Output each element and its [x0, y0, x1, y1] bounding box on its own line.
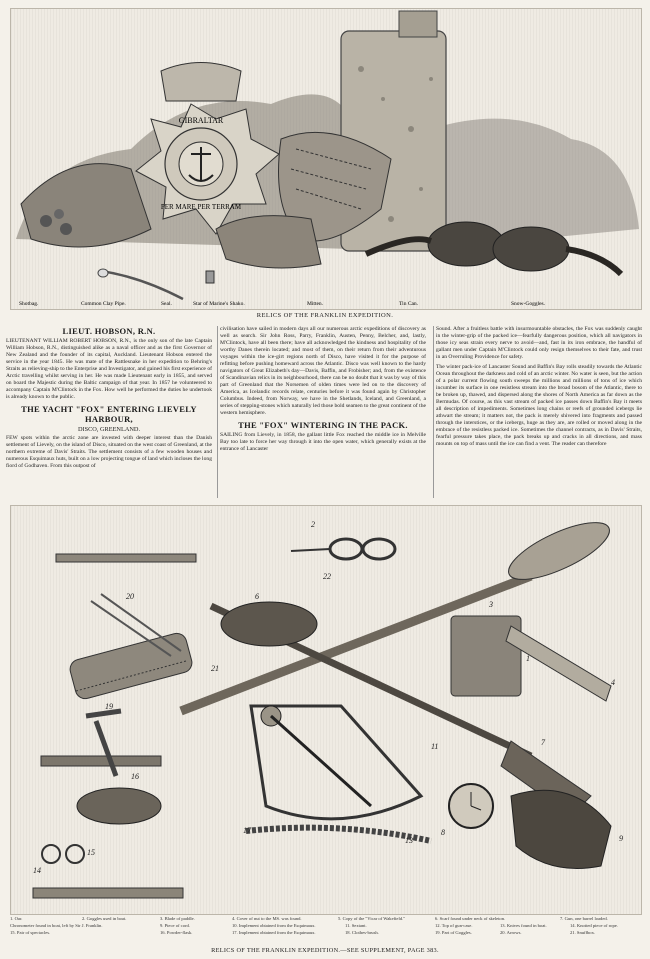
legend-item: 11. Sextant. — [345, 923, 367, 928]
item-number: 13 — [405, 836, 413, 845]
label-tin-can: Tin Can. — [399, 301, 419, 307]
bottom-caption: RELICS OF THE FRANKLIN EXPEDITION.—SEE SUPPLEMENT, PAGE 383. — [211, 947, 439, 954]
badge-motto: PER MARE PER TERRAM — [160, 203, 242, 211]
hobson-heading: LIEUT. HOBSON, R.N. — [62, 326, 156, 336]
legend-item: 4. Cover of nut to the MS. was found. — [232, 916, 302, 921]
column-2 — [220, 326, 426, 498]
item-number: 9 — [619, 834, 623, 843]
legend-item: 7. Gun, one barrel loaded. — [560, 916, 608, 921]
knife — [56, 554, 196, 562]
legend-item: 10. Implement obtained from the Esquimaux. — [232, 923, 316, 928]
legend-item: 16. Powder-flask. — [160, 930, 193, 935]
item-number: 19 — [105, 702, 113, 711]
top-engraving-art — [11, 9, 641, 309]
snuffbox — [41, 756, 161, 766]
relics-legend — [10, 915, 640, 945]
yacht-subheading: DISCO, GREENLAND. — [77, 426, 141, 433]
seal — [206, 271, 214, 283]
legend-item: Chronometer found in boat, left by Sir J. Franklin. — [10, 923, 103, 928]
crown-icon — [161, 63, 241, 102]
item-number: 20 — [126, 592, 134, 601]
label-seal: Seal. — [161, 301, 172, 307]
item-number: 16 — [131, 772, 139, 781]
item-number: 4 — [611, 678, 615, 687]
label-mitten: Mitten. — [307, 301, 324, 307]
yacht-heading: THE YACHT "FOX" ENTERING LIEVELY HARBOUR, — [21, 404, 197, 424]
item-number: 15 — [87, 848, 95, 857]
legend-item: 1. Oar. — [10, 916, 23, 921]
item-number: 22 — [323, 572, 331, 581]
hobson-paragraph: LIEUTENANT WILLIAM ROBERT HOBSON, R.N., is the only son of the late Captain William Hobson, R.N., distinguished alike as a naval officer and as the first Governor of New Zealand and the founder of its capital, Auckland. Lieutenant Hobson entered the service in the year 1845. He was mate of the Rattlesnake in her expedition to Behring's Straits as relieving-ship to the Enterprise and Investigator, and gained his first experience of Arctic travelling whilst serving in her. He was made Lieutenant early in 1855, and served on board the Majestic during the Baltic campaign of that year. In 1857 he volunteered to accompany Captain M'Clintock in the Fox. How well he performed the duties he undertook is already known to the public. — [6, 338, 212, 400]
goggles-chain — [291, 539, 395, 559]
knives — [506, 626, 611, 701]
legend-item: 9. Piece of cord. — [160, 923, 190, 928]
item-number: 2 — [311, 520, 315, 529]
item-number: 8 — [441, 828, 445, 837]
snuff-bag — [511, 790, 611, 868]
chronometer-icon — [449, 784, 493, 828]
legend-item: 17. Implement obtained from the Esquimaux. — [232, 930, 316, 935]
legend-item: 18. Clothes-brush. — [345, 930, 379, 935]
column-1 — [6, 326, 212, 498]
pack-paragraph-1: Sound. After a fruitless battle with insurmountable obstacles, the Fox was suddenly caught in the winter-grip of the packed ice—fearfully dangerous position, which all navigators in those icy seas strain every nerve to avoid—and, fast in its iron embrace, the handful of gallant men under Captain M'Clintock could only resign themselves to their fate, and trust in an Overruling Providence for safety. — [436, 326, 642, 360]
legend-item: 3. Blade of paddle. — [160, 916, 195, 921]
legend-item: 2. Goggles used in boat. — [82, 916, 127, 921]
item-number: 11 — [431, 742, 439, 751]
badge-text-top: GIBRALTAR — [178, 116, 224, 125]
clay-pipe — [98, 269, 183, 299]
legend-item: 15. Pair of spectacles. — [10, 930, 51, 935]
item-number: 21 — [211, 664, 219, 673]
label-snow-goggles: Snow-Goggles. — [511, 301, 546, 307]
wintering-heading: THE "FOX" WINTERING IN THE PACK. — [238, 420, 408, 430]
item-number: 14 — [33, 866, 41, 875]
legend-item: 6. Scarf found under neck of skeleton. — [435, 916, 506, 921]
label-clay-pipe: Common Clay Pipe. — [81, 301, 126, 307]
disco-paragraph: civilisation have sailed in modern days all our numerous arctic expeditions of discovery as well as search. Sir John Ross, Parry, Franklin, Austen, Penny, Belcher, and, lastly, M'Clintock, have all been there; have all acknowledged the kindness and hospitality of the worthy Danes therein located; and most of them, on their return from their adventurous voyages within the ice-girt regions north of Disco, have visited it for the purpose of refitting before pushing homeward across the Atlantic. Disco was well known to the hardy navigators of Great Elizabeth's day—Davis, Baffin, and Frobisher; and, from the existence of Scandinavian relics in its neighbourhood, there can be no doubt that it was by way of this part of Greenland that the Norsemen of olden times were led on to the discovery of America, as Icelandic records relate, centuries before it was found again by Christopher Columbus. Indeed, from Norway, we have in the Shetlands, Iceland, and Greenland, a series of stepping-stones which naturally led those bold seamen to the great continent of the western hemisphere. — [220, 326, 426, 416]
item-number: 3 — [489, 600, 493, 609]
top-caption: RELICS OF THE FRANKLIN EXPEDITION. — [256, 312, 394, 319]
spectacles-icon — [42, 845, 84, 863]
bottom-engraving — [10, 505, 642, 915]
legend-item: 12. Top of gun-case. — [435, 923, 473, 928]
pack-paragraph-2: The winter pack-ice of Lancaster Sound and Baffin's Bay rolls steadily towards the Atlantic Ocean throughout the darkness and cold of an arctic winter. No water is seen, but the action of a polar current flowing south sweeps the millions and millions of tons of ice which incumber its surface in one resistless stream into the broad bosom of the Atlantic, there to be broken up, thawed, and dispersed along the shores of North America as far down as the Bermudas. Of course, as this vast stream of packed ice passes down Baffin's Bay it meets all description of impediments. Sometimes long chains or reefs of grounded icebergs lie athwart the stream; it matters not, the pack is merely shivered into fragments and passed through the interstices, or the icebergs, huge as they are, are rolled or moved along in the embrace of the resistless packed ice. Sometimes the channel contracts, as in Davis' Straits, fearful pressure takes place, the pack breaks up and cracks in all directions, and mass mounts on top of mass until the ice can find a vent. The reader can therefore — [436, 364, 642, 447]
yacht-paragraph: FEW spots within the arctic zone are invested with deeper interest than the Danish settlement of Lievely, on the island of Disco, situated on the west coast of Greenland, at the northern extreme of Davis' Straits. The settlement consists of a few wooden houses and numerous Esquimaux huts, built on a low projecting tongue of land which incloses the long fiord of Godhaven. From this outpost of — [6, 435, 212, 469]
legend-item: 14. Knotted piece of rope. — [570, 923, 618, 928]
top-engraving — [10, 8, 642, 310]
legend-item: 20. Arrows. — [500, 930, 522, 935]
knotted-rope — [246, 828, 431, 841]
bottom-knife — [33, 888, 183, 898]
item-number: 7 — [541, 738, 545, 747]
item-number: 6 — [255, 592, 259, 601]
item-number: 17 — [243, 826, 251, 835]
legend-item: 13. Knives found in boat. — [500, 923, 547, 928]
column-3 — [436, 326, 642, 498]
label-shako-star: Star of Marine's Shako. — [193, 301, 245, 307]
sextant — [251, 706, 421, 819]
label-shotbag: Shotbag. — [19, 301, 39, 307]
clothes-brush — [68, 631, 194, 701]
item-number: 1 — [526, 654, 530, 663]
article-columns — [6, 326, 644, 498]
legend-item: 19. Part of Goggles. — [435, 930, 472, 935]
wintering-paragraph: SAILING from Lievely, in 1858, the gallant little Fox reached the middle ice in Melville Bay too late to force her way through it into the open water, which generally exists at the entrance of Lancaster — [220, 432, 426, 452]
scarf — [221, 602, 317, 646]
legend-item: 5. Copy of the "Vicar of Wakefield." — [338, 916, 406, 921]
legend-item: 21. Snuffbox. — [570, 930, 596, 935]
powder-flask — [77, 788, 161, 824]
shotbag — [21, 164, 151, 247]
